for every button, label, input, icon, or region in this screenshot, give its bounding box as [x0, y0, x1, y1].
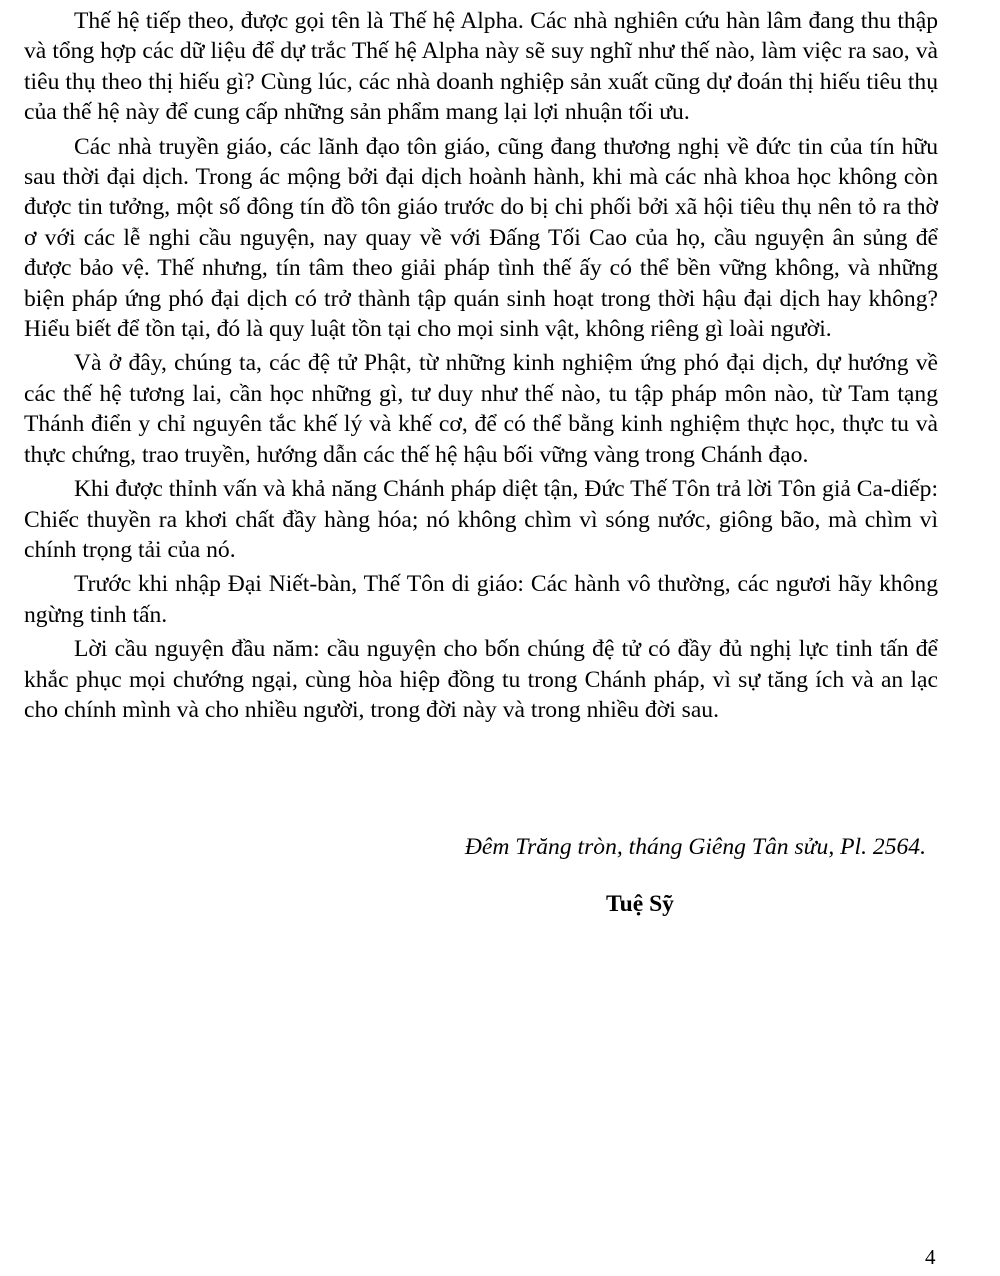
paragraph-5: Trước khi nhập Đại Niết-bàn, Thế Tôn di giáo: Các hành vô thường, các ngươi hãy không ngừng tinh tấn. — [24, 571, 938, 628]
paragraph-1: Thế hệ tiếp theo, được gọi tên là Thế hệ Alpha. Các nhà nghiên cứu hàn lâm đang thu thập và tổng hợp các dữ liệu để dự trắc Thế hệ Alpha này sẽ suy nghĩ như thế nào, làm việc ra sao, và tiêu thụ theo thị hiếu gì? Cùng lúc, các nhà doanh nghiệp sản xuất cũng dự đoán thị hiếu tiêu thụ của thế hệ này để cung cấp những sản phẩm mang lại lợi nhuận tối ưu. — [24, 8, 938, 126]
signature-author: Tuệ Sỹ — [606, 891, 674, 917]
document-page — [24, 6, 938, 917]
page-number: 4 — [925, 1245, 936, 1269]
paragraph-2: Các nhà truyền giáo, các lãnh đạo tôn giáo, cũng đang thương nghị về đức tin của tín hữu sau thời đại dịch. Trong ác mộng bởi đại dịch hoành hành, khi mà các nhà khoa học không còn được tin tưởng, một số đông tín đồ tôn giáo trước do bị chi phối bởi xã hội tiêu thụ nên tỏ ra thờ ơ với các lễ nghi cầu nguyện, nay quay về với Đấng Tối Cao của họ, cầu nguyện ân sủng để được bảo vệ. Thế nhưng, tín tâm theo giải pháp tình thế ấy có thể bền vững không, và những biện pháp ứng phó đại dịch có trở thành tập quán sinh hoạt trong thời hậu đại dịch hay không? Hiểu biết để tồn tại, đó là quy luật tồn tại cho mọi sinh vật, không riêng gì loài người. — [24, 133, 938, 343]
signature-date: Đêm Trăng tròn, tháng Giêng Tân sửu, Pl. 2564. — [464, 834, 926, 860]
paragraph-4: Khi được thỉnh vấn và khả năng Chánh pháp diệt tận, Đức Thế Tôn trả lời Tôn giả Ca-diếp: Chiếc thuyền ra khơi chất đầy hàng hóa; nó không chìm vì sóng nước, giông bão, mà chìm vì chính trọng tải của nó. — [24, 476, 938, 563]
paragraph-3: Và ở đây, chúng ta, các đệ tử Phật, từ những kinh nghiệm ứng phó đại dịch, dự hướng về các thế hệ tương lai, cần học những gì, tư duy như thế nào, tu tập pháp môn nào, từ Tam tạng Thánh điển y chỉ nguyên tắc khế lý và khế cơ, để có thể bằng kinh nghiệm thực học, thực tu và thực chứng, trao truyền, hướng dẫn các thế hệ hậu bối vững vàng trong Chánh đạo. — [24, 350, 938, 468]
paragraph-6: Lời cầu nguyện đầu năm: cầu nguyện cho bốn chúng đệ tử có đầy đủ nghị lực tinh tấn để khắc phục mọi chướng ngại, cùng hòa hiệp đồng tu trong Chánh pháp, vì sự tăng ích và an lạc cho chính mình và cho nhiều người, trong đời này và trong nhiều đời sau. — [24, 636, 938, 723]
